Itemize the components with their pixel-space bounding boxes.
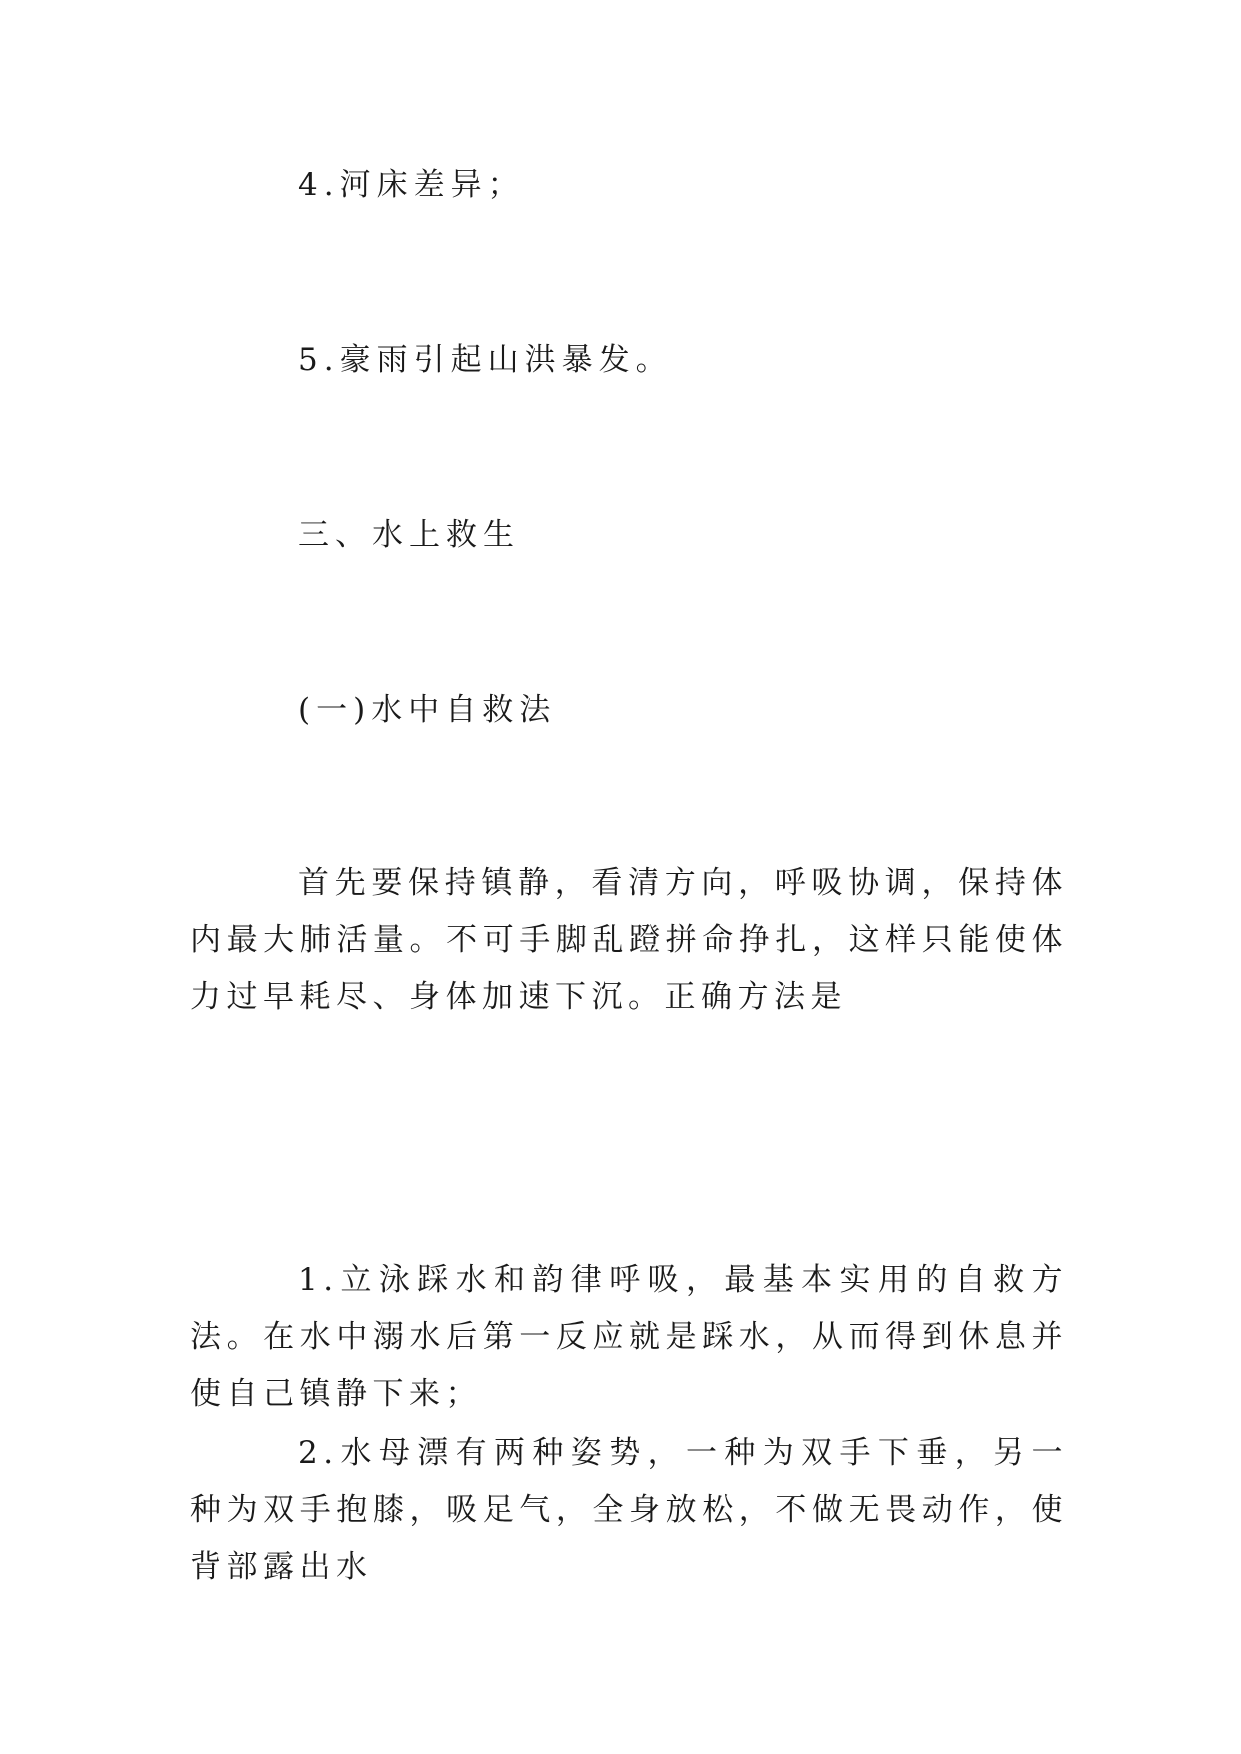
list-item-mountain-flood: 5.豪雨引起山洪暴发。: [298, 342, 673, 378]
paragraph-jellyfish-float: 2.水母漂有两种姿势，一种为双手下垂，另一种为双手抱膝，吸足气，全身放松，不做无畏动作，使背部露出水: [190, 1435, 1068, 1585]
paragraph-treading-water: 1.立泳踩水和韵律呼吸，最基本实用的自救方法。在水中溺水后第一反应就是踩水，从而得到休息并使自己镇静下来；: [190, 1262, 1068, 1412]
paragraph-stay-calm: 首先要保持镇静，看清方向，呼吸协调，保持体内最大肺活量。不可手脚乱蹬拼命挣扎，这样只能使体力过早耗尽、身体加速下沉。正确方法是: [190, 865, 1068, 1015]
subsection-heading-self-rescue: (一)水中自救法: [298, 692, 557, 728]
list-item-river-bed: 4.河床差异；: [298, 167, 525, 203]
section-heading-water-rescue: 三、水上救生: [298, 517, 520, 553]
